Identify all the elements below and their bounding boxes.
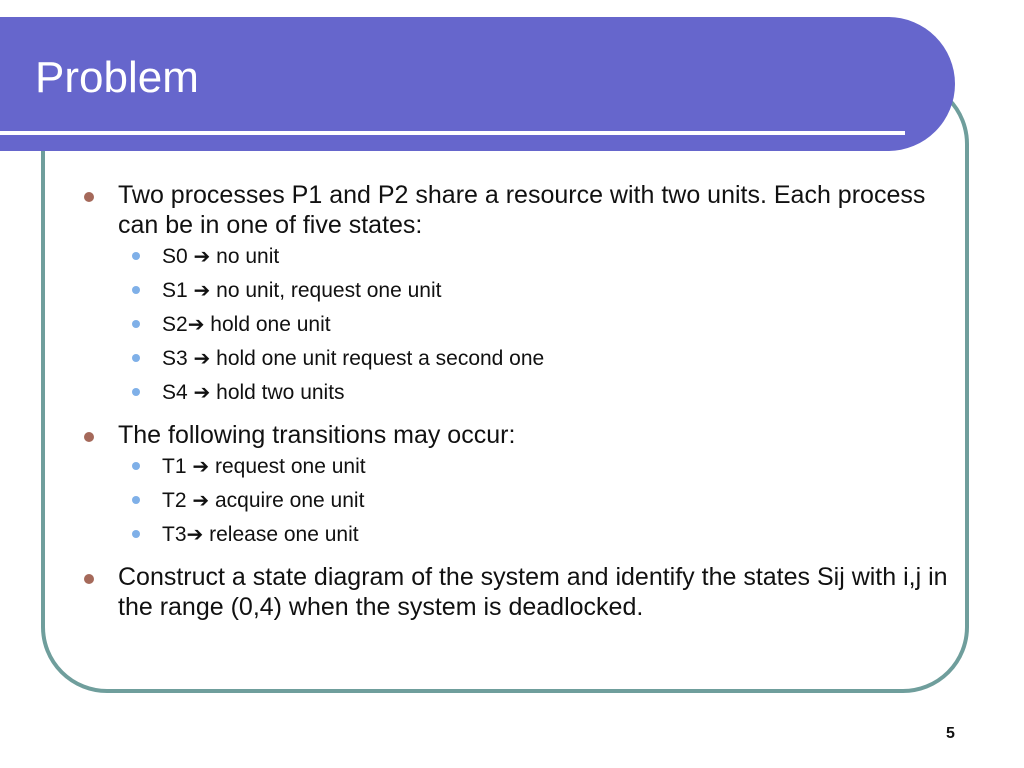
sub-bullet-dot-icon bbox=[132, 320, 140, 328]
transition-description: acquire one unit bbox=[214, 489, 365, 512]
arrow-right-icon: ➔ bbox=[193, 278, 211, 302]
state-description: hold one unit bbox=[210, 313, 331, 336]
sub-bullet-item bbox=[80, 346, 950, 380]
arrow-right-icon: ➔ bbox=[192, 454, 210, 478]
sub-bullet-item bbox=[80, 244, 950, 278]
state-label: S4 bbox=[162, 381, 188, 404]
sub-bullet-item bbox=[80, 488, 950, 522]
page-number: 5 bbox=[946, 725, 955, 742]
arrow-right-icon: ➔ bbox=[187, 312, 205, 336]
transition-description: release one unit bbox=[209, 523, 359, 546]
bullet-dot-icon bbox=[84, 192, 94, 202]
arrow-right-icon: ➔ bbox=[186, 522, 204, 546]
sub-bullet-dot-icon bbox=[132, 530, 140, 538]
sub-bullet-item bbox=[80, 312, 950, 346]
slide-body bbox=[80, 180, 950, 626]
state-description: hold two units bbox=[216, 381, 345, 404]
sub-bullet-dot-icon bbox=[132, 354, 140, 362]
transition-label: T2 bbox=[162, 489, 187, 512]
sub-bullet-dot-icon bbox=[132, 286, 140, 294]
sub-bullet-item bbox=[80, 278, 950, 312]
bullet-dot-icon bbox=[84, 574, 94, 584]
bullet-text: Two processes P1 and P2 share a resource with two units. Each process can be in one of five states: bbox=[118, 181, 926, 239]
state-description: no unit, request one unit bbox=[216, 279, 442, 302]
slide-title: Problem bbox=[35, 53, 199, 102]
state-label: S1 bbox=[162, 279, 188, 302]
state-label: S3 bbox=[162, 347, 188, 370]
sub-bullet-dot-icon bbox=[132, 388, 140, 396]
sub-bullet-item bbox=[80, 380, 950, 414]
sub-bullet-dot-icon bbox=[132, 252, 140, 260]
arrow-right-icon: ➔ bbox=[193, 244, 211, 268]
bullet-item bbox=[80, 562, 950, 622]
title-underline bbox=[0, 131, 905, 135]
state-description: hold one unit request a second one bbox=[216, 347, 545, 370]
bullet-dot-icon bbox=[84, 432, 94, 442]
transition-label: T3 bbox=[162, 523, 187, 546]
transition-label: T1 bbox=[162, 455, 187, 478]
arrow-right-icon: ➔ bbox=[193, 380, 211, 404]
bullet-item bbox=[80, 180, 950, 240]
sub-bullet-list bbox=[80, 244, 950, 414]
state-label: S2 bbox=[162, 313, 188, 336]
arrow-right-icon: ➔ bbox=[193, 346, 211, 370]
state-label: S0 bbox=[162, 245, 188, 268]
bullet-text: Construct a state diagram of the system and identify the states Sij with i,j in the range (0,4) when the system is deadlocked. bbox=[118, 563, 948, 621]
sub-bullet-dot-icon bbox=[132, 496, 140, 504]
bullet-item bbox=[80, 420, 950, 450]
state-description: no unit bbox=[216, 245, 280, 268]
sub-bullet-item bbox=[80, 522, 950, 556]
bullet-text: The following transitions may occur: bbox=[118, 421, 516, 449]
sub-bullet-list bbox=[80, 454, 950, 556]
sub-bullet-item bbox=[80, 454, 950, 488]
transition-description: request one unit bbox=[214, 455, 366, 478]
sub-bullet-dot-icon bbox=[132, 462, 140, 470]
arrow-right-icon: ➔ bbox=[192, 488, 210, 512]
